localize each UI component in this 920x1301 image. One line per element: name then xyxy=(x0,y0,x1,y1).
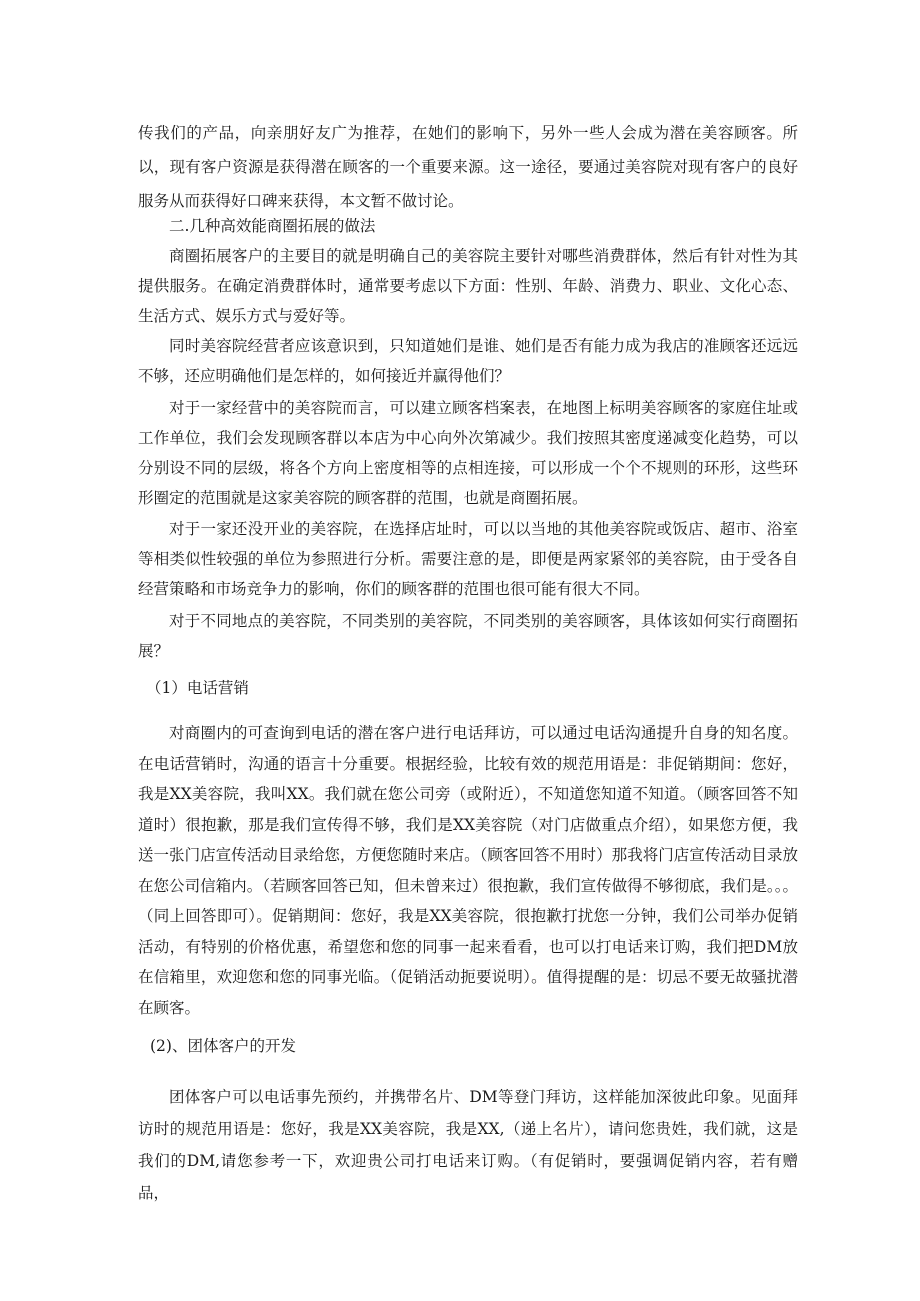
section-heading: 二.几种高效能商圈拓展的做法 xyxy=(169,217,376,235)
subheading-telemarketing: （1）电话营销 xyxy=(146,679,249,697)
subheading-group-clients: (2)、团体客户的开发 xyxy=(150,1037,296,1055)
paragraph-group-clients: 团体客户可以电话事先预约，并携带名片、DM等登门拜访，这样能加深彼此印象。见面拜访时的规范用语是：您好，我是XX美容院，我是XX,（递上名片），请问您贵姓，我们就，这是我们的DM,请您参考一下，欢迎贵公司打电话来订购。（有促销时，要强调促销内容，若有赠品， xyxy=(138,1088,798,1202)
paragraph-existing-customers: 传我们的产品，向亲朋好友广为推荐，在她们的影响下，另外一些人会成为潜在美容顾客。所以，现有客户资源是获得潜在顾客的一个重要来源。这一途径，要通过美容院对现有客户的良好服务从而获得好口碑来获得，本文暂不做讨论。 xyxy=(138,124,798,210)
paragraph-operating-salon: 对于一家经营中的美容院而言，可以建立顾客档案表，在地图上标明美容顾客的家庭住址或工作单位，我们会发现顾客群以本店为中心向外次第减少。我们按照其密度递减变化趋势，可以分别设不同的层级，将各个方向上密度相等的点相连接，可以形成一个个不规则的环形，这些环形圈定的范围就是这家美容院的顾客群的范围，也就是商圈拓展。 xyxy=(138,399,798,507)
paragraph-new-salon: 对于一家还没开业的美容院，在选择店址时，可以以当地的其他美容院或饭店、超市、浴室等相类似性较强的单位为参照进行分析。需要注意的是，即便是两家紧邻的美容院，由于受各自经营策略和市场竞争力的影响，你们的顾客群的范围也很可能有很大不同。 xyxy=(138,520,798,598)
paragraph-telemarketing: 对商圈内的可查询到电话的潜在客户进行电话拜访，可以通过电话沟通提升自身的知名度。在电话营销时，沟通的语言十分重要。根据经验，比较有效的规范用语是：非促销期间：您好，我是XX美容院，我叫XX。我们就在您公司旁（或附近），不知道您知道不知道。（顾客回答不知道时）很抱歉，那是我们宣传得不够，我们是XX美容院（对门店做重点介绍），如果您方便，我送一张门店宣传活动目录给您，方便您随时来店。（顾客回答不用时）那我将门店宣传活动目录放在您公司信箱内。（若顾客回答已知，但未曾来过）很抱歉，我们宣传做得不够彻底，我们是。。。（同上回答即可）。促销期间：您好，我是XX美容院，很抱歉打扰您一分钟，我们公司举办促销活动，有特别的价格优惠，希望您和您的同事一起来看看，也可以打电话来订购，我们把DM放在信箱里，欢迎您和您的同事光临。（促销活动扼要说明）。值得提醒的是：切忌不要无故骚扰潜在顾客。 xyxy=(138,724,798,1017)
paragraph-target-groups: 商圈拓展客户的主要目的就是明确自己的美容院主要针对哪些消费群体，然后有针对性为其提供服务。在确定消费群体时，通常要考虑以下方面：性别、年龄、消费力、职业、文化心态、生活方式、娱乐方式与爱好等。 xyxy=(138,247,798,325)
paragraph-owner-awareness: 同时美容院经营者应该意识到，只知道她们是谁、她们是否有能力成为我店的准顾客还远远不够，还应明确他们是怎样的，如何接近并赢得他们？ xyxy=(138,337,798,385)
paragraph-question: 对于不同地点的美容院，不同类别的美容院，不同类别的美容顾客，具体该如何实行商圈拓展？ xyxy=(138,612,798,660)
